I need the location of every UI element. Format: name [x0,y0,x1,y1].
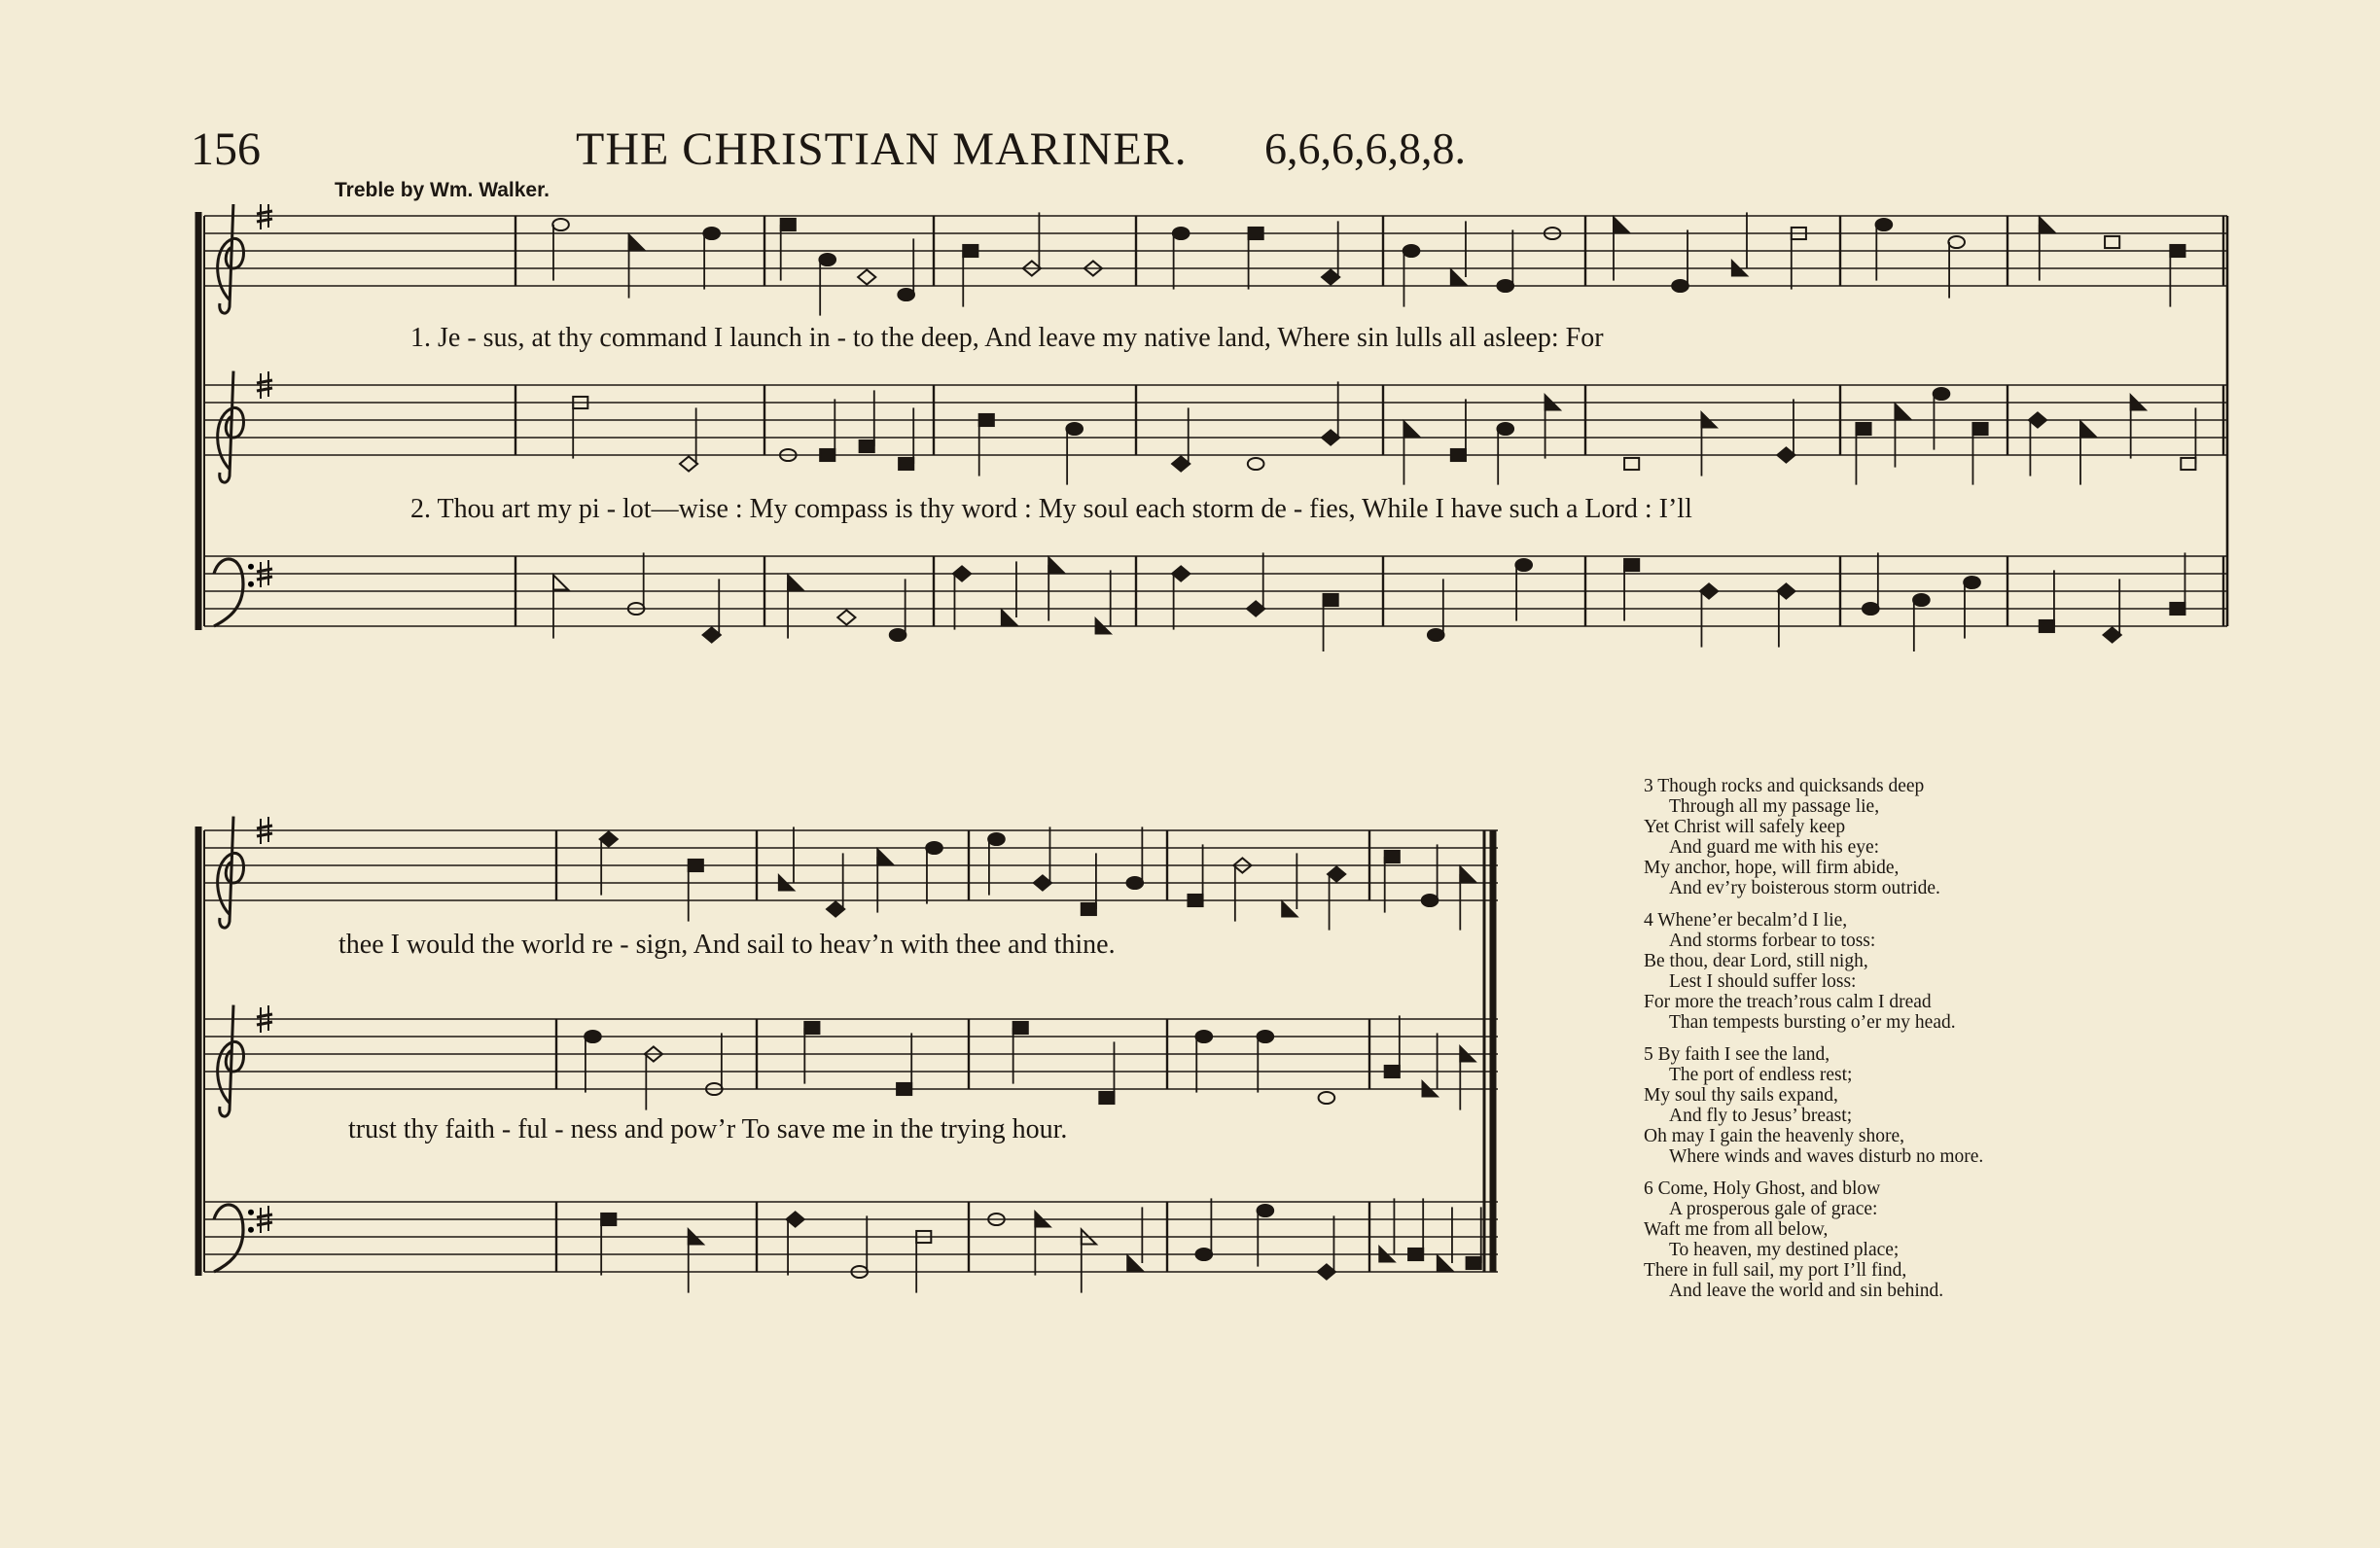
stanza-line: Oh may I gain the heavenly shore, [1644,1126,1905,1146]
note-square [601,1214,616,1276]
note-square [2170,245,2185,307]
note-square [979,414,994,476]
note-square [820,399,835,461]
note-diamond [1023,212,1041,275]
note-diamond [2104,579,2121,642]
note-round [926,842,942,904]
note-tri [1096,570,1111,633]
note-square [1972,423,1987,485]
note-square [1385,1015,1400,1077]
clef-dot [248,581,254,587]
staff [204,204,2227,316]
note-square [916,1231,931,1293]
note-round [819,254,835,316]
stanza-line: To heaven, my destined place; [1669,1240,1900,1260]
note-diamond [1700,583,1718,647]
additional-stanzas [1644,776,2149,1313]
note-tri [1460,1046,1474,1109]
note-round [851,1215,868,1278]
note-round [1173,228,1190,290]
stanza-line: And fly to Jesus’ breast; [1669,1106,1853,1126]
stanza-line: My soul thy sails expand, [1644,1085,1838,1106]
note-round [890,579,906,641]
page-number: 156 [191,123,261,175]
stanza-line: Be thou, dear Lord, still nigh, [1644,951,1868,971]
note-tri [629,234,644,298]
treble-clef-icon [218,817,244,929]
stanza-line: And storms forbear to toss: [1669,931,1876,951]
note-round [1422,844,1439,906]
note-round [1515,559,1532,621]
note-round [1428,579,1444,641]
note-tri [553,575,568,638]
note-diamond [680,407,697,471]
note-square [1451,399,1466,461]
note-diamond [1247,552,1264,616]
staff [204,1198,1498,1292]
note-round [1863,552,1879,615]
note-square [1408,1198,1423,1260]
note-diamond [600,831,618,895]
note-square [897,1033,911,1095]
stanza-line: Lest I should suffer loss: [1669,971,1857,992]
note-square [1249,228,1263,290]
note-round [552,219,569,281]
note-diamond [1777,399,1794,462]
music-system-2 [195,803,1517,1299]
note-tri [1614,217,1628,280]
stanza-line: For more the treach’rous calm I dread [1644,992,1932,1012]
note-tri [1282,853,1297,916]
note-square [781,219,796,281]
note-square [1624,458,1639,470]
treble-clef-icon [218,1005,244,1117]
stanza-line: 6 Come, Holy Ghost, and blow [1644,1179,1881,1199]
note-square [1099,1041,1114,1104]
note-square [1013,1022,1028,1084]
note-tri [1895,404,1909,467]
stanza-line: A prosperous gale of grace: [1669,1199,1878,1219]
stanza-3 [1644,776,2149,898]
staff [204,371,2227,485]
note-diamond [1322,381,1339,444]
note-tri [689,1229,703,1292]
note-diamond [953,566,971,629]
note-square [1188,844,1202,906]
note-tri [788,575,802,638]
note-tri [1002,561,1016,624]
staff [204,817,1498,931]
note-round [628,552,645,615]
note-tri [1701,412,1716,475]
hymn-meter: 6,6,6,6,8,8. [1264,123,1466,173]
note-tri [2080,421,2095,484]
note-round [1497,423,1513,485]
note-tri [1048,557,1063,620]
note-round [1964,577,1980,639]
note-round [585,1031,601,1093]
note-square [1624,559,1639,621]
staff [204,552,2227,651]
stanza-4 [1644,910,2149,1033]
treble-clef-icon [218,204,244,313]
note-diamond [1322,221,1339,284]
staff-notation [195,204,2237,651]
note-square [573,397,587,459]
lyric-line-verse-2: 2. Thou art my pi - lot—wise : My compass is thy word : My soul each storm de - fies, While I have such a Lord : I’ll [410,494,1692,524]
note-tri [1379,1198,1394,1261]
note-square [1792,228,1806,290]
stanza-line: And leave the world and sin behind. [1669,1281,1944,1301]
note-diamond [1233,858,1251,921]
note-tri [2131,395,2146,458]
note-square [963,245,977,307]
stanza-line: Where winds and waves disturb no more. [1669,1146,1984,1167]
lyric-line-verse-1: 1. Je - sus, at thy command I launch in - to the deep, And leave my native land, Where sin lulls all asleep: For [410,323,1604,353]
note-tri [779,827,794,890]
stanza-line: My anchor, hope, will firm abide, [1644,858,1900,878]
note-round [703,228,720,290]
note-round [706,1033,723,1095]
note-square [1856,423,1870,485]
note-tri [1451,221,1466,284]
note-diamond [703,579,721,642]
note-square [2170,552,2185,615]
note-diamond [1172,407,1190,471]
note-tri [1732,212,1747,275]
stanza-line: 4 Whene’er becalm’d I lie, [1644,910,1848,931]
treble-clef-icon [218,371,244,483]
note-tri [1082,1229,1096,1292]
note-diamond [1777,583,1794,647]
note-round [1672,229,1688,292]
note-diamond [858,269,875,284]
attribution: Treble by Wm. Walker. [335,179,550,201]
note-square [1467,1207,1481,1269]
clef-dot [248,1210,254,1215]
hymn-title: THE CHRISTIAN MARINER. [576,123,1188,175]
bass-clef-icon [214,559,243,626]
note-diamond [1172,566,1190,629]
note-square [860,390,874,452]
stanza-line: Waft me from all below, [1644,1219,1829,1240]
note-square [1385,851,1400,913]
bass-clef-icon [214,1205,243,1272]
note-square [899,407,913,470]
note-tri [1438,1207,1452,1270]
stanza-line: 3 Though rocks and quicksands deep [1644,776,1925,796]
note-round [1248,458,1264,470]
lyric-line-verse-2-end: trust thy faith - ful - ness and pow’r To save me in the trying hour. [348,1114,1068,1144]
stanza-6 [1644,1179,2149,1301]
note-tri [2040,217,2054,280]
note-tri [1035,1212,1049,1275]
note-round [1126,827,1143,889]
note-round [1319,1092,1335,1104]
note-tri [1127,1207,1142,1270]
note-round [1196,1031,1213,1093]
note-diamond [1034,827,1051,890]
note-tri [1460,866,1474,930]
note-diamond [787,1212,804,1275]
stanza-line: Yet Christ will safely keep [1644,817,1846,837]
sharp-icon [257,204,272,229]
note-diamond [2029,412,2046,475]
stanza-line: Through all my passage lie, [1669,796,1880,817]
note-round [988,833,1005,896]
note-round [1934,388,1950,450]
note-round [1066,423,1083,485]
note-square [2040,570,2054,632]
note-tri [1403,421,1418,484]
note-tri [1423,1033,1438,1096]
note-round [1497,229,1513,292]
note-round [1403,245,1420,307]
note-round [1913,594,1930,651]
stanza-line: And ev’ry boisterous storm outride. [1669,878,1940,898]
stanza-line: And guard me with his eye: [1669,837,1880,858]
staff [204,1005,1498,1117]
note-square [1324,594,1338,651]
stanza-line: 5 By faith I see the land, [1644,1044,1830,1065]
note-square [1082,853,1096,915]
stanza-line: Than tempests bursting o’er my head. [1669,1012,1956,1033]
note-tri [877,849,892,912]
clef-dot [248,564,254,570]
note-square [804,1022,819,1084]
staff-notation [195,803,1517,1299]
note-diamond [1328,866,1345,930]
clef-dot [248,1227,254,1233]
note-round [1258,1205,1274,1267]
note-diamond [827,853,844,916]
stanza-line: There in full sail, my port I’ll find, [1644,1260,1907,1281]
note-square [2181,407,2195,470]
lyric-line-verse-1-end: thee I would the world re - sign, And sail to heav’n with thee and thine. [338,930,1116,960]
note-tri [1545,395,1560,458]
stanza-line: The port of endless rest; [1669,1065,1853,1085]
note-round [1876,219,1893,281]
note-square [2105,236,2119,248]
music-system-1 [195,204,2237,651]
stanza-5 [1644,1044,2149,1167]
note-square [689,860,703,922]
note-diamond [645,1046,662,1109]
note-round [1948,236,1965,299]
note-diamond [837,610,855,624]
note-diamond [1318,1215,1335,1279]
note-round [1258,1031,1274,1093]
note-round [1196,1198,1213,1260]
note-round [898,238,914,300]
